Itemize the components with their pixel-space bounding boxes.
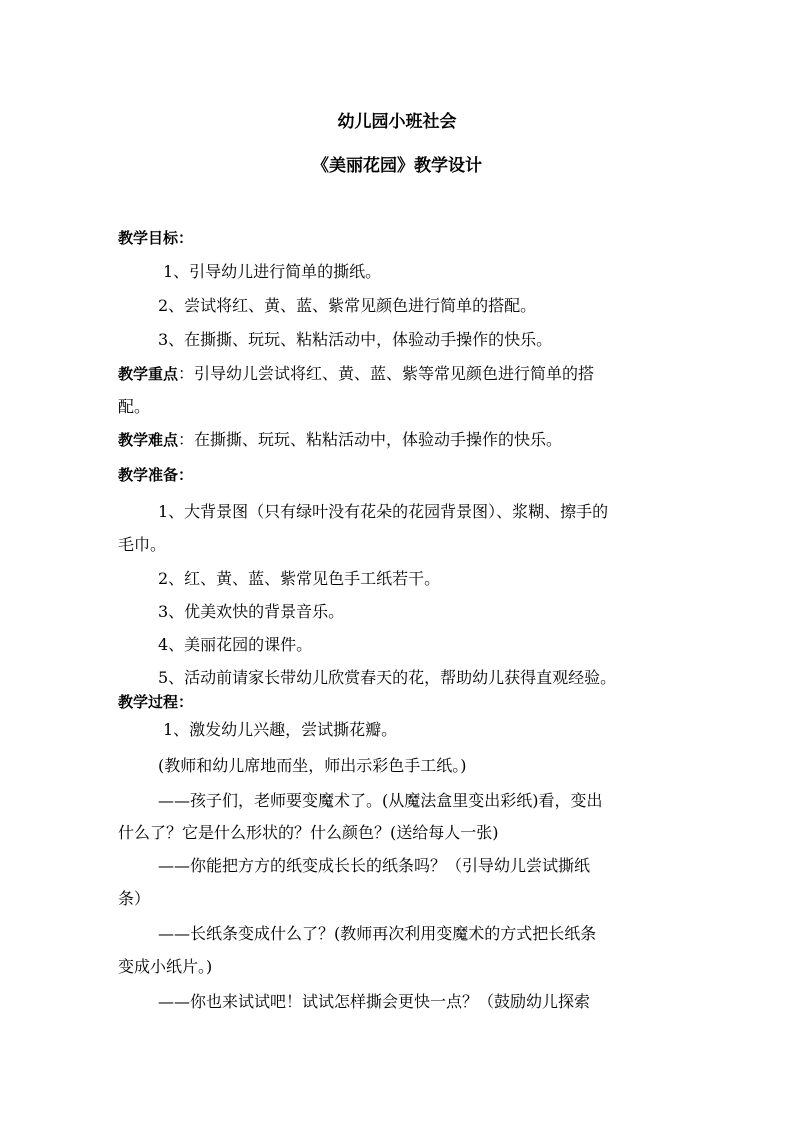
key-point-continuation: 配。 [118,397,151,416]
difficulty-paragraph [118,430,562,450]
process-dialog-2: ——你能把方方的纸变成长长的纸条吗？（引导幼儿尝试撕纸 [158,856,591,875]
difficulty-label: 教学难点 [118,431,179,449]
process-dialog-1: ——孩子们，老师要变魔术了。(从魔法盒里变出彩纸)看，变出 [158,791,603,810]
preparation-item-5: 5、活动前请家长带幼儿欣赏春天的花，帮助幼儿获得直观经验。 [158,668,617,687]
process-dialog-2-continuation: 条） [118,889,151,908]
key-point-paragraph [118,364,594,384]
process-step-1: 1、激发幼儿兴趣，尝试撕花瓣。 [163,720,398,739]
preparation-item-3: 3、优美欢快的背景音乐。 [158,602,345,621]
goal-item-2: 2、尝试将红、黄、蓝、紫常见颜色进行简单的搭配。 [158,296,537,315]
process-dialog-4: ——你也来试试吧！试试怎样撕会更快一点？（鼓励幼儿探索 [158,992,591,1011]
preparation-item-1: 1、大背景图（只有绿叶没有花朵的花园背景图）、浆糊、擦手的 [158,502,609,521]
goals-heading: 教学目标： [118,229,194,247]
process-dialog-1-continuation: 什么了？它是什么形状的？什么颜色？(送给每人一张) [118,823,499,842]
goal-item-3: 3、在撕撕、玩玩、粘粘活动中，体验动手操作的快乐。 [158,330,553,349]
process-dialog-3-continuation: 变成小纸片。) [118,957,213,976]
key-point-text: ：引导幼儿尝试将红、黄、蓝、紫等常见颜色进行简单的搭 [178,364,595,383]
document-subtitle: 《美丽花园》教学设计 [312,156,482,176]
preparation-heading: 教学准备： [118,466,194,484]
preparation-item-2: 2、红、黄、蓝、紫常见色手工纸若干。 [158,569,441,588]
process-note-1: (教师和幼儿席地而坐，师出示彩色手工纸。) [158,756,467,775]
difficulty-text: ：在撕撕、玩玩、粘粘活动中，体验动手操作的快乐。 [178,430,563,449]
key-point-label: 教学重点 [118,365,179,383]
process-heading: 教学过程： [118,693,194,711]
preparation-item-4: 4、美丽花园的课件。 [158,635,313,654]
process-dialog-3: ——长纸条变成什么了？(教师再次利用变魔术的方式把长纸条 [158,924,597,943]
preparation-item-1-continuation: 毛巾。 [118,535,167,554]
document-title: 幼儿园小班社会 [337,112,457,132]
goal-item-1: 1、引导幼儿进行简单的撕纸。 [163,262,382,281]
